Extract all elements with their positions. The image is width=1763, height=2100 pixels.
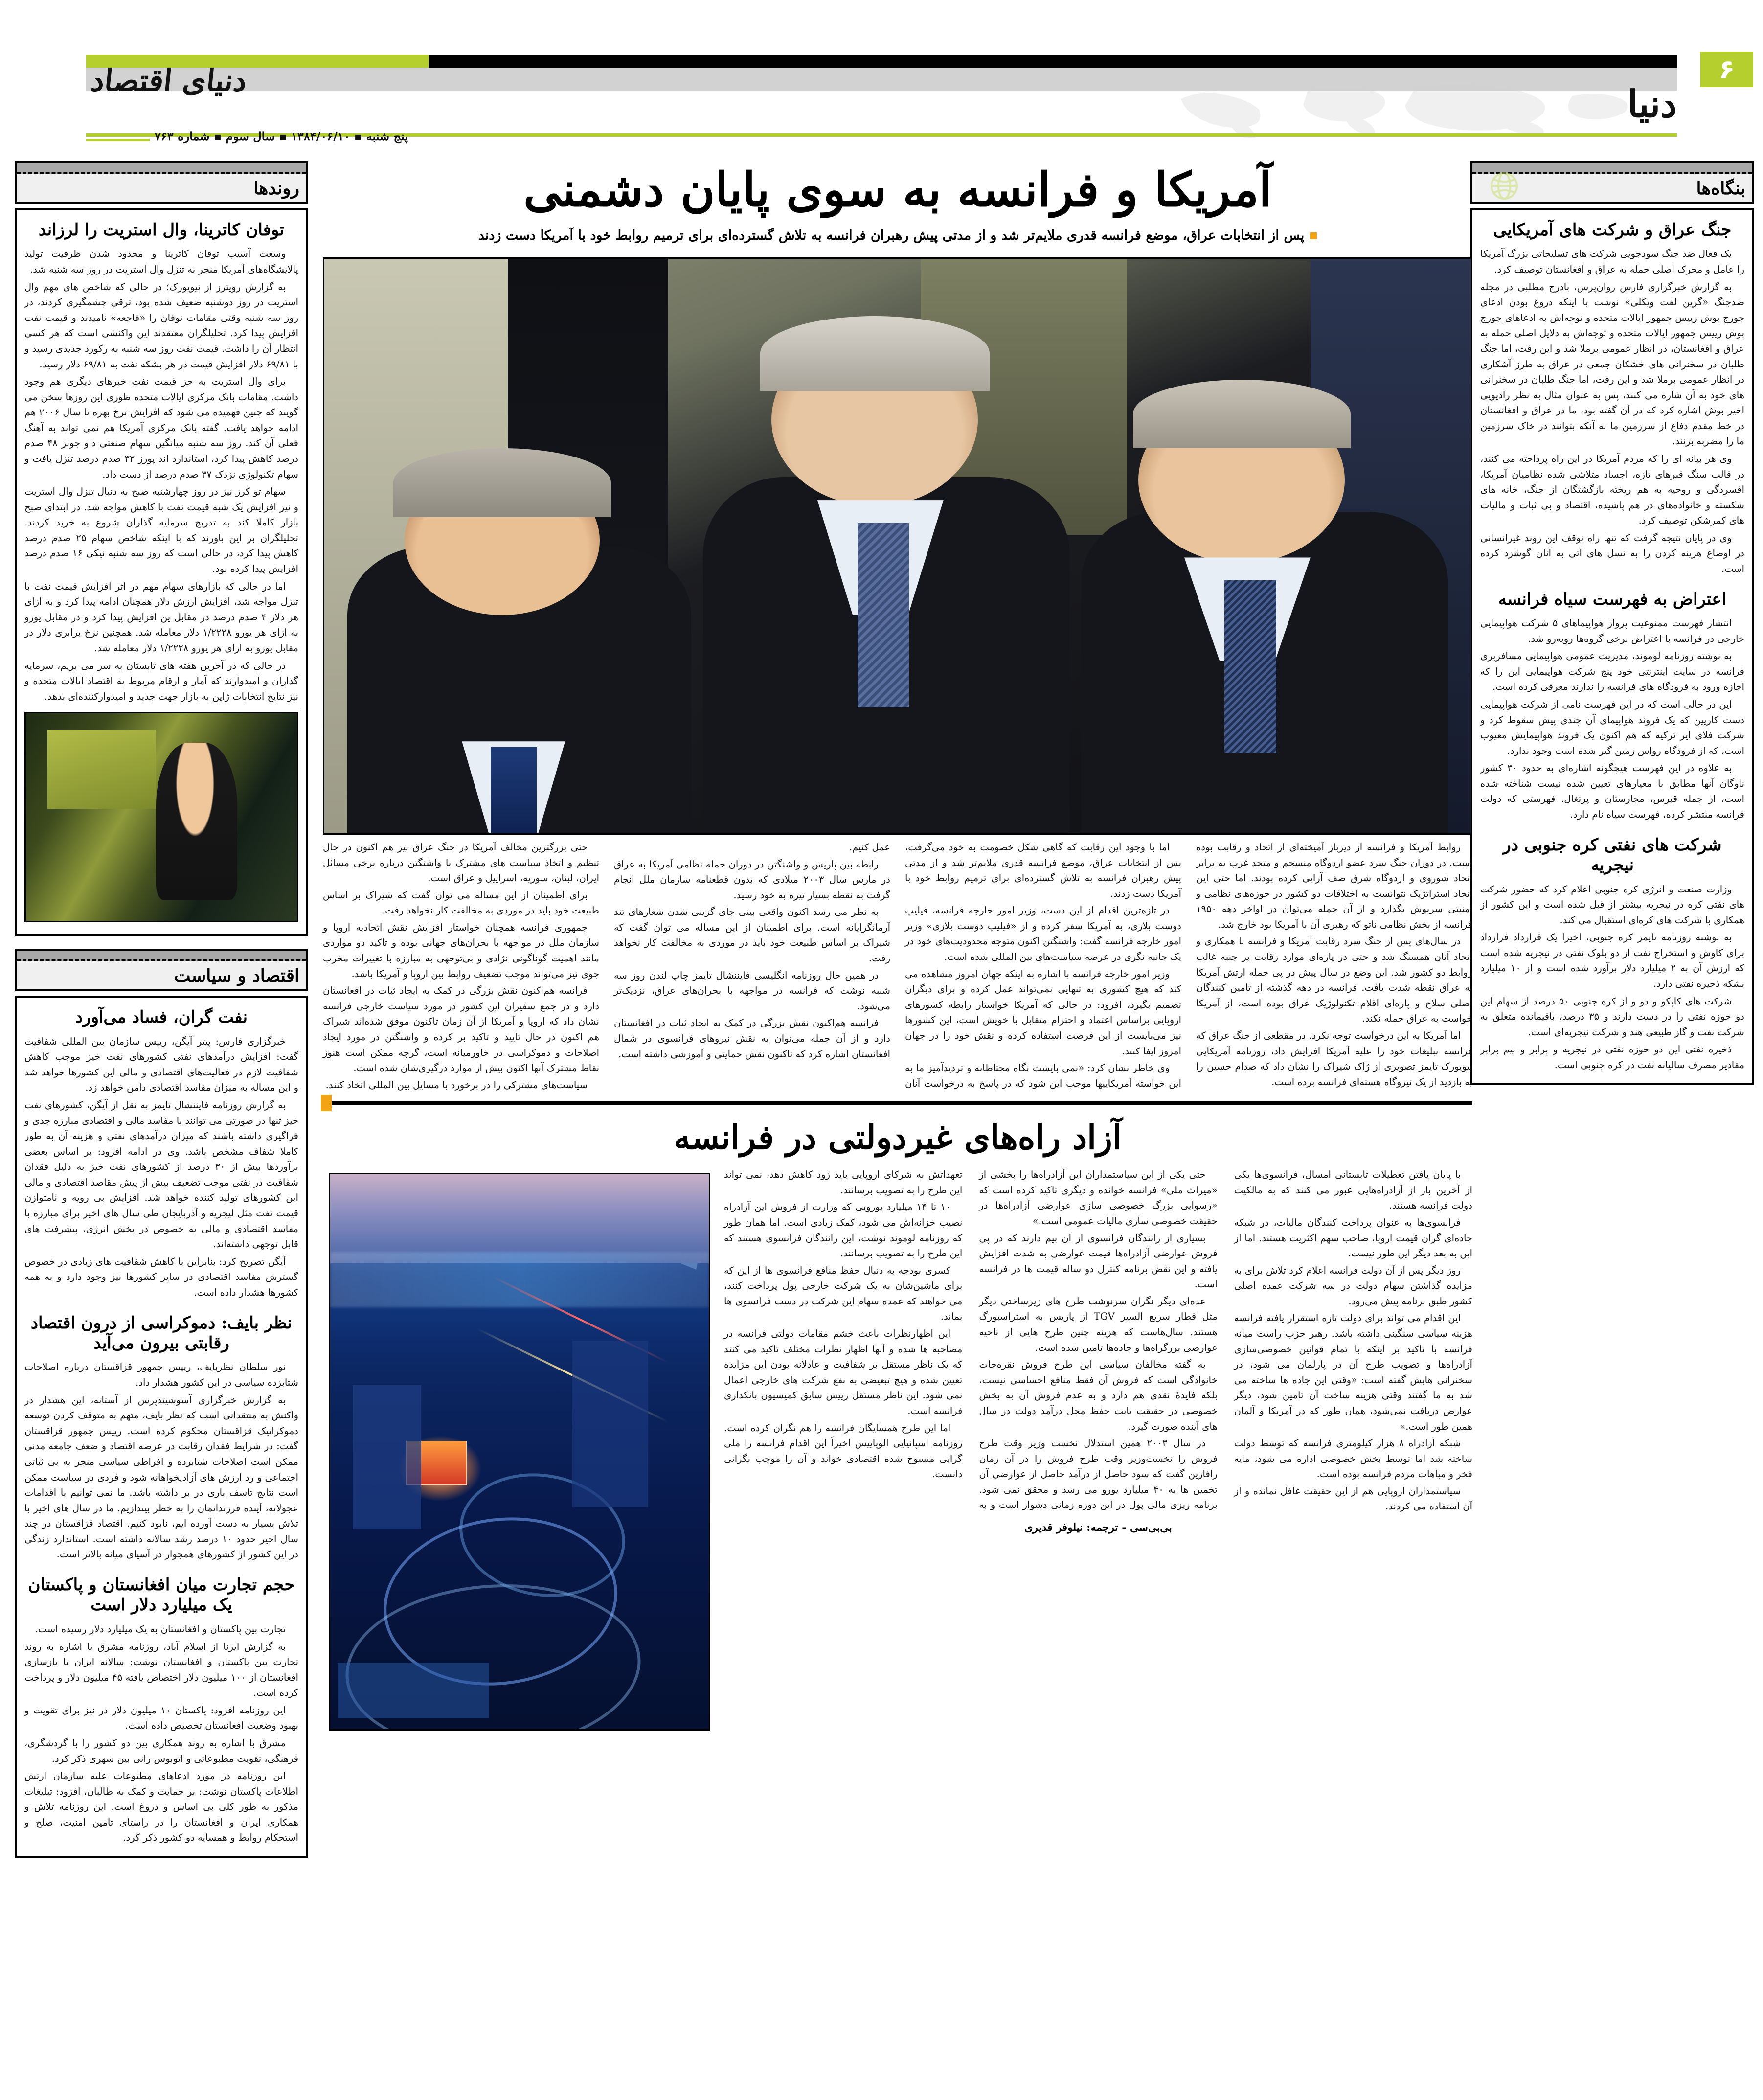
lead-article-body	[323, 840, 1472, 1093]
lead-subhead: پس از انتخابات عراق، موضع فرانسه قدری ملایم‌تر شد و از مدتی پیش رهبران فرانسه به تلاش گسترده‌ای برای ترمیم روابط خود با آمریکا دست زدند	[478, 228, 1305, 243]
paragraph: فرانسوی‌ها به عنوان پرداخت کنندگان مالیات، در شبکه جاده‌ای گران قیمت اروپا، صاحب سهم اکثریت هستند. اما از این به بعد دیگر این طور نیست.	[1234, 1217, 1472, 1259]
paragraph: با پایان یافتن تعطیلات تابستانی امسال، فرانسوی‌ها یکی از آخرین بار از آزادراه‌هایی عبور می کنند که به مالکیت دولت فرانسه هستند.	[1234, 1169, 1472, 1211]
photo-night-highway	[329, 1173, 710, 1731]
photo-stock-trader	[24, 712, 298, 922]
paragraph: وزیر امور خارجه فرانسه با اشاره به اینکه جهان امروز مشاهده می کند که هیچ کشوری به تنهایی نمی‌تواند عمل کرده و برای دیگران تصمیم بگیرد، افزود: در حالی که آمریکا خواستار رابطه کشورهای اروپایی براساس اعتماد و احترام متقابل با خویش است، این کشورها نیز می‌بایست از این فرصت استفاده کرده و نقش خود را در جهان امروز ایفا کنند.	[905, 968, 1181, 1057]
article-title: توفان کاترینا، وال استریت را لرزاند	[38, 220, 285, 240]
page-number-badge	[1700, 52, 1753, 87]
paragraph: به گزارش خبرگزاری آسوشیتدپرس از آستانه، این هشدار در واکنش به منتقدانی است که نظر بایف، متهم به متوقف کردن توسعه دموکراتیک قزاقستان محکوم کرده است. رییس جمهور قزاقستان گفت: در شرایط فقدان رقابت در عرصه اقتصاد و ضعف جامعه مدنی ممکن است اصلاحات شتابزده و افراطی سیاسی منجر به بی ثباتی اجتماعی و رد ارزش های آزادیخواهانه شود و فردی در سیاست ممکن است نتایج تاسف باری در بر داشته باشد. ما نمی توانیم با اقدامات عجولانه، آینده فرزندانمان را به خطر بیندازیم. ما در سال های اخیر با تلاش بسیار به دست آورده ایم، نابود کنیم. اقتصاد قزاقستان در چند سال اخیر حدود ۱۰ درصد رشد سالانه داشته است. استاندارد زندگی در این کشور از کشورهای همجوار در آسیای میانه بالاتر است.	[24, 1394, 298, 1560]
article-title: نظر بایف: دموکراسی از درون اقتصاد رقابتی بیرون می‌آید	[30, 1313, 293, 1353]
paragraph: روابط آمریکا و فرانسه از دیرباز آمیخته‌ای از اتحاد و رقابت بوده است. در دوران جنگ سرد عضو اردوگاه منسجم و متحد غرب به برابر اتحاد شوروی و اردوگاه شرق صف آرایی کرده بودند. اما حتی این اتحاد استراتژیک نتوانست به اختلافات دو کشور در حوزه‌های نظامی و امنیتی سرپوش بگذارد و از آن جمله می‌توان در اواخر دهه ۱۹۵۰ فرانسه از بخش نظامی ناتو که رهبری آن با آمریکا بود خارج شد.	[1196, 842, 1472, 930]
paragraph: ۱۰ تا ۱۴ میلیارد یورویی که وزارت از فروش این آزادراه نصیب خزانه‌اش می شود، کمک زیادی است. اما همان طور که روزنامه لوموند نوشت، این رانندگان فرانسوی هستند که این طرح را به تصویب برسانند.	[724, 1201, 963, 1259]
dateline-green-dash	[86, 139, 150, 141]
article-title: نفت گران، فساد می‌آورد	[75, 1007, 248, 1027]
article-body	[24, 246, 298, 704]
page-number: ۶	[1718, 54, 1735, 85]
paragraph: وی هر بیانه ای را که مردم آمریکا در این راه پرداخته می کنند، در قالب سنگ قبرهای تازه، اجساد متلاشی شده نظامیان آمریکا، افسردگی و روحیه به هم ریخته بازگشتگان از جنگ، خانه های شکسته و خانواده‌های در هم پاشیده، اقتصاد و بی ثبات و مالیات های کمرشکن توصیف کرد.	[1480, 453, 1744, 526]
section-header-label: روندها	[253, 178, 299, 199]
section-header-top-band	[17, 163, 306, 174]
publication-logo: دنیای اقتصاد	[89, 63, 249, 98]
paragraph: یک فعال ضد جنگ سودجویی شرکت های تسلیحاتی بزرگ آمریکا را عامل و محرک اصلی حمله به عراق و افغانستان توصیف کرد.	[1480, 248, 1744, 275]
paragraph: سیاستمداران اروپایی هم از این حقیقت غافل نمانده و از آن استفاده می کردند.	[1234, 1485, 1472, 1512]
paragraph: در سال‌های پس از جنگ سرد رقابت آمریکا و فرانسه با همکاری و اتحاد آنان همسنگ شد و حتی در پاره‌ای موارد رقابت بر جنبه غالب روابط دو کشور شد. این وضع در سال پیش در پی حمله ارتش آمریکا به عراق نقطه شدت یافت. فرانسه در دهه گذشته از تامین کنندگان اصلی سلاح و پاره‌ای اقلام تکنولوژیک عراق بوده است، از آمریکا خواست به عراق حمله نکند.	[1196, 936, 1472, 1025]
paragraph: این اظهارنظرات باعث خشم مقامات دولتی فرانسه در مصاحبه ها شده و آنها اظهار نظرات مختلف تاکید می کنند که یک ناظر مستقل بر شفافیت و عادلانه بودن این مزایده تعیین شده و هیچ تبعیضی به نفع شرکت های خارجی اعمال نمی شود. این ناظر مستقل رییس سابق کمیسیون بانکداری فرانسه است.	[724, 1328, 963, 1416]
section-header-companies	[1470, 161, 1754, 204]
article-body	[24, 1621, 298, 1846]
paragraph: آیگن تصریح کرد: بنابراین با کاهش شفافیت های زیادی در خصوص گسترش مفاسد اقتصادی در سایر کشورها نیز وجود دارد و به همه کشورها هشدار داده است.	[24, 1255, 298, 1298]
paragraph: روز دیگر پس از آن دولت فرانسه اعلام کرد تلاش برای به مزایده گذاشتن سهام دولت در سه شرکت عمده اصلی کشور طبق برنامه پیش می‌رود.	[1234, 1264, 1472, 1307]
article-title: حجم تجارت میان افغانستان و پاکستان یک میلیارد دلار است	[28, 1575, 295, 1615]
paragraph: به علاوه در این فهرست هیچگونه اشاره‌ای به حدود ۳۰ کشور ناوگان آنها مطابق با معیارهای تعیین شده نیست شناخته شده است، از جمله قبرس، مجارستان و پرتغال. فهرستی که دولت فرانسه منتشر کرده، فهرست سیاه نام دارد.	[1480, 762, 1744, 821]
paragraph: در سال ۲۰۰۳ همین استدلال نخست وزیر وقت طرح فروش را نخست‌وزیر وقت طرح فروش را در آن زمان رافارین گفت که سود حاصل از درآمد حاصل از عوارضی آن تخمین ها به ۴۰ میلیارد یورو می رسد و محقق نمی شود. برنامه ریزی مالی پول در این دوره زمانی دشوار است و به تعهداتش به شرکای اروپایی باید زود کاهش دهد، نمی تواند این طرح را به تصویب برسانند.	[724, 1169, 1218, 1511]
paragraph: این روزنامه افزود: پاکستان ۱۰ میلیون دلار در نیز برای تقویت و بهبود وضعیت افغانستان تخصیص داده است.	[24, 1704, 298, 1732]
globe-icon	[1477, 171, 1531, 201]
paragraph: این اقدام می تواند برای دولت تازه استقرار یافته فرانسه هزینه سیاسی سنگینی داشته باشد. رهبر حزب راست میانه فرانسه با تاکید بر اینکه با تمام قوانین خصوصی‌سازی آزادراه‌ها و تصویب طرح آن در پارلمان می شود، در سخنرانی هایش گفته است: «وقتی این جاده ها ساخته می شد به ما گفتند وقتی هزینه ساخت آن تامین شود، دیگر عوارض دریافت نمی‌شود، همان طور که در آمریکا و آلمان همین طور است.»	[1234, 1312, 1472, 1432]
second-story-headline: آزاد راه‌های غیردولتی در فرانسه	[674, 1118, 1122, 1158]
article-card-iraq-war-companies	[1470, 208, 1754, 1085]
second-story-photo-wrap	[329, 1167, 710, 1731]
paragraph: بسیاری از رانندگان فرانسوی از آن بیم دارند که در پی فروش عوارضی آزادراه‌ها قیمت عوارضی به شدت افزایش یافته و این نقض برنامه کنترل دو ساله قیمت ها در فرانسه است.	[979, 1232, 1218, 1290]
paragraph: شرکت های کاپکو و دو و از کره جنوبی ۵۰ درصد از سهام این دو حوزه نفتی را در دست دارند و ۳۵ درصد، باقیمانده متعلق به شرکت نفت و گاز طبیعی هند و شرکت نیجریه‌ای است.	[1480, 995, 1744, 1038]
paragraph: وزارت صنعت و انرژی کره جنوبی اعلام کرد که حضور شرکت های نفتی کره در نیجریه بیشتر از قبل شده است و این کشور از همکاری با شرکت های کره‌ای استقبال می کند.	[1480, 883, 1744, 926]
byline: بی‌بی‌سی - ترجمه: نیلوفر قدیری	[1024, 1521, 1172, 1534]
section-title: دنیا	[1627, 82, 1677, 126]
article-card-oil-corruption	[15, 996, 308, 1858]
paragraph: به نوشته روزنامه لوموند، مدیریت عمومی هواپیمایی مسافربری فرانسه در سایت اینترنتی خود پنج شرکت هواپیمایی این را که اجازه ورود به فرودگاه های فرانسه را ندارند معرفی کرده است.	[1480, 650, 1744, 693]
paragraph: وسعت آسیب توفان کاترینا و محدود شدن ظرفیت تولید پالایشگاه‌های آمریکا منجر به تنزل وال استریت در روز سه شنبه شد.	[24, 248, 298, 275]
paragraph: به نوشته روزنامه تایمز کره جنوبی، اخیرا یک قرارداد فرارداد برای کاوش و استخراج نفت از دو بلوک نفتی در نیجریه شده است که ارزش آن به ۲ میلیارد دلار برآورد شده است و از ۱۰ میلیارد بشکه ذخیره نفتی دارد.	[1480, 932, 1744, 989]
paragraph: به گزارش روزنامه فایننشال تایمز به نقل از آیگن، کشورهای نفت خیز تنها در صورتی می توانند با مفاسد مالی و اقتصادی مبارزه جدی و فراگیری داشته باشند که میزان درآمدهای نفتی و هزینه آن به طور کاملا شفاف مشخص باشد. وی در ادامه افزود: بر اساس بعضی برآوردها بیش از ۳۰ درصد از کشورهای نفت خیز به دلیل فقدان شفافیت در نفتی موجب تضعیف بیش از پیش مقاصد اقتصادی و مالی این کشورهای تولید کننده خواهد شد. افزایش بی رویه و نامتوازن قیمت نفت مثل لیجریه و آذربایجان طی سال های اخیر برای مبارزه با مفاسد اقتصادی و مالی به خصوص در بخش انرژی، پیشرفت های قابل توجهی داشته‌اند.	[24, 1099, 298, 1250]
paragraph: نور سلطان نظربایف، رییس جمهور قزاقستان درباره اصلاحات شتابزده سیاسی در این کشور هشدار داد.	[24, 1361, 298, 1389]
masthead-gray-bar	[86, 68, 1677, 91]
second-story-layout	[323, 1167, 1472, 1731]
paragraph: اما این طرح همسایگان فرانسه را هم نگران کرده است. روزنامه اسپانیایی الوپاییس اخیراً این اقدام فرانسه را ملی گرایی منسوخ شده اقتصادی خواند و آن را موجب نگرانی دانست.	[724, 1422, 963, 1480]
paragraph: تجارت بین پاکستان و افغانستان به یک میلیارد دلار رسیده است.	[35, 1623, 286, 1635]
paragraph: سهام تو کرز نیز در روز چهارشنبه صبح به دنبال تنزل وال استریت و نیز افزایش یک شبه قیمت نفت با کاهش مواجه شد. در ابتدای صبح بازار کاملا کند به تدریج سرمایه گذاران شروع به خرید کردند. تحلیلگران بر این باورند که با اینکه شاخص سهام ۲۵ صدم درصد کاهش پیدا کرد، در حالی است که روز سه شنبه نیکی ۱۶ صدم درصد افزایش پیدا کرده بود.	[24, 486, 298, 575]
paragraph: خبرگزاری فارس: پیتر آیگن، رییس سازمان بین المللی شفافیت گفت: افزایش درآمدهای نفتی کشورهای نفت خیز موجب کاهش شفافیت لازم در فعالیت‌های اقتصادی و مالی این کشورها خواهد شد و این مساله به میزان مفاسد اقتصادی دامن خواهد زد.	[24, 1035, 298, 1094]
section-header-economy-politics	[15, 949, 308, 991]
paragraph: اما آمریکا به این درخواست توجه نکرد. در مقطعی از جنگ عراق که فرانسه تبلیغات خود را علیه آمریکا افزایش داد، روزنامه آمریکایی نیویورک تایمز تصویری از ژاک شیراک را نشان داد که صدام حسین را به بازدید از یک نیروگاه هسته‌ای فرانسه برده است.	[1196, 1029, 1472, 1088]
paragraph: سیاست‌های مشترکی را در برخورد با مسایل بین المللی اتخاذ کنند.	[325, 1079, 588, 1091]
paragraph: کسری بودجه به دنبال حفظ منافع فرانسوی ها از این که برای ماشین‌شان به یک شرکت خارجی پول پرداخت کنند، می خواهند که عمده سهام این شرکت در دست فرانسوی ها بماند.	[724, 1264, 963, 1323]
section-header-label: بنگاه‌ها	[1696, 178, 1745, 199]
article-body	[1480, 882, 1744, 1073]
left-sidebar	[15, 161, 308, 1858]
dateline: پنج شنبه ▪ ۱۳۸۴/۰۶/۱۰ ▪ سال سوم ▪ شماره ۷۶۳	[155, 129, 408, 143]
paragraph: برای وال استریت به جز قیمت نفت خبرهای دیگری هم وجود داشت. مقامات بانک مرکزی ایالات متحده طوری این روزها سخن می گویند که چنین فهمیده می شود که افزایش نرخ بهره تا سال ۲۰۰۶ هم ادامه خواهد یافت. گفته بانک مرکزی آمریکا هم نمی تواند به آهنگ فعلی آن کند. روز سه شنبه میانگین سهام صنعتی داو جونز ۴۸ صدم درصد کاهش پیدا کرد، استاندارد اند پورز ۳۲ صدم درصد تنزل یافت و سهام تکنولوژی نزدک ۳۷ صدم درصد از دست داد.	[24, 376, 298, 480]
article-title: شرکت های نفتی کره جنوبی در نیجریه	[1503, 835, 1722, 875]
section-header-top-band	[17, 951, 306, 961]
paragraph: مشرق با اشاره به روند همکاری بین دو کشور را با گردشگری، فرهنگی، تقویت مطبوعاتی و اتوبوس رانی بین شهری ذکر کرد.	[24, 1737, 298, 1764]
paragraph: در حالی که در آخرین هفته های تابستان به سر می بریم، سرمایه گذاران و امیدوارند که آمار و ارقام مربوط به اقتصاد ایالات متحده و نیز نتایج انتخابات ژاپن به بازار جهت جدید و امیدوارکننده‌ای بدهد.	[24, 660, 298, 702]
paragraph: اما در حالی که بازارهای سهام مهم در اثر افزایش قیمت نفت با تنزل مواجه شد، افزایش ارزش دلار همچنان ادامه پیدا کرد و به ازای هر دلار ۴ صدم درصد در مقابل ین افزایش پیدا کرد و در مقابل یورو به ازای هر یورو ۱/۲۲۲۸ دلار معامله شد. همچنین نرخ برابری دلار در مقابل یورو به ازای هر یورو ۱/۲۲۲۸ دلار معامله شد.	[24, 580, 298, 654]
paragraph: فرانسه هم‌اکنون نقش بزرگی در کمک به ایجاد ثبات در افغانستان دارد و از آن جمله می‌توان به نقش نیروهای فرانسوی در شمال افغانستان اشاره کرد که تاکنون نقش حمایتی و آموزشی داشته است.	[614, 1017, 890, 1060]
paragraph: حتی بزرگترین مخالف آمریکا در جنگ عراق نیز هم اکنون در حال تنظیم و اتخاذ سیاست های مشترک با واشنگتن درباره برخی مسائل ایران، لبنان، سوریه، اسراییل و عراق است.	[323, 842, 599, 884]
photo-world-leaders	[323, 257, 1472, 835]
paragraph: به گزارش رویترز از نیویورک؛ در حالی که شاخص های مهم وال استریت در روز دوشنبه ضعیف شده بود، ترقی چشمگیری کردند، در روز سه شنبه وقتی مقامات توفان را «فاجعه» نامیدند و قیمت نفت افزایش پیدا کرد. تحلیلگران معتقدند این واکنشی است که هر کسی انتظار آن را داشت. قیمت نفت روز سه شنبه به رکورد جدیدی رسید و با ۶۹/۸۱ دلار افزایش قیمت در هر بشکه نفت به ۶۹/۸۱ دلار رسید.	[24, 281, 298, 370]
bullet-marker-icon	[1310, 232, 1317, 239]
paragraph: شبکه آزادراه ۸ هزار کیلومتری فرانسه که توسط دولت ساخته شد اما توسط بخش خصوصی اداره می شود، مایه فخر و مباهات مردم فرانسه بوده است.	[1234, 1438, 1472, 1480]
paragraph: به گفته مخالفان سیاسی این طرح فروش نقره‌جات خانوادگی است که فروش آن فقط منافع احساسی نیست، بلکه فایدهٔ نقدی هم دارد و به عدم فروش آن به بخش خصوصی در حقیقت بابت حفظ محل درآمد دولت در سال های آینده صورت گیرد.	[979, 1359, 1218, 1432]
paragraph: به گزارش ایرنا از اسلام آباد، روزنامه مشرق با اشاره به روند تجارت بین پاکستان و افغانستان نوشت: سالانه ایران با بازسازی افغانستان از ۱۰۰ میلیون دلار اختصاص یافته ۴۵ میلیون دلار و پرداخت کرده است.	[24, 1641, 298, 1699]
second-story-text-wrap	[724, 1167, 1472, 1534]
paragraph: این در حالی است که در این فهرست نامی از شرکت هواپیمایی دست کاریین که یک فروند هواپیمای آن چندی پیش سقوط کرد و شرکت فلای ایر ترکیه که هم اکنون یک فروند هواپیمایش معیوب است، که از فرودگاه رواس زمین گیر شده است وجود ندارد.	[1480, 698, 1744, 756]
paragraph: حتی یکی از این سیاستمداران این آزادراه‌ها را بخشی از «میراث ملی» فرانسه خوانده و دیگری تاکید کرده است که «رسوایی بزرگ خصوصی سازی عوارضی آزادراه‌ها در حقیقت خصوصی سازی مالیات عمومی است.»	[979, 1169, 1218, 1227]
paragraph: انتشار فهرست ممنوعیت پرواز هواپیماهای ۵ شرکت هواپیمایی خارجی در فرانسه با اعتراض برخی گروه‌ها روبه‌رو شد.	[1480, 617, 1744, 644]
article-title: اعتراض به فهرست سیاه فرانسه	[1498, 589, 1727, 609]
paragraph: وی در پایان نتیجه گرفت که تنها راه توقف این روند غیرانسانی در اوضاع هزینه کردن را به نسل های آتی به آنان گوشزد کرده است.	[1480, 532, 1744, 575]
section-header-label: اقتصاد و سیاست	[174, 965, 299, 986]
paragraph: به نظر می رسد اکنون واقعی بینی جای گزینی شدن شعارهای تند آرمانگرایانه است. برای اطمینان از این مساله می توان گفت که شیراک بر اساس طبیعت خود باید در موردی به مخالفت کار نخواهد رفت.	[614, 906, 890, 964]
lead-subhead-wrapper	[382, 226, 1414, 246]
paragraph: این روزنامه در مورد ادعاهای مطبوعات علیه سازمان ارتش اطلاعات پاکستان نوشت: بر حمایت و کمک به طالبان، افزود: تبلیغات مذکور به طور کلی بی اساس و دروغ است. این روزنامه تلاش و همکاری ایران و افغانستان را در راستای تامین امنیت، صلح و استحکام روابط و همسایه دو کشور ذکر کرد.	[24, 1770, 298, 1844]
paragraph: در تازه‌ترین اقدام از این دست، وزیر امور خارجه فرانسه، فیلیپ دوست بلازی، به آمریکا سفر کرده و از «فیلیپ دوست بلازی» وزیر امور خارجه فرانسه گفت: واشنگتن اکنون متوجه محدودیت‌های خود در یک جانبه نگری در عرصه سیاست‌های بین المللی شده است.	[905, 905, 1181, 963]
photo-sky	[330, 1174, 709, 1263]
section-header-trends	[15, 161, 308, 204]
paragraph: عده‌ای دیگر نگران سرنوشت طرح های زیرساختی دیگر مثل قطار سریع السیر TGV از پاریس به استراسبورگ هستند. سال‌هاست که هزینه چنین طرح هایی از ناحیه عوارضی بزرگراه‌ها و جاده‌ها تامین شده است.	[979, 1295, 1218, 1353]
article-body	[1480, 246, 1744, 576]
paragraph: اما با وجود این رقابت که گاهی شکل خصومت به خود می‌گرفت، پس از انتخابات عراق، موضع فرانسه قدری ملایم‌تر شد و از مدتی پیش رهبران فرانسه به تلاش گسترده‌ای برای ترمیم روابط خود با آمریکا دست زدند.	[905, 842, 1181, 899]
article-title: جنگ عراق و شرکت های آمریکایی	[1493, 220, 1732, 240]
paragraph: جمهوری فرانسه همچنان خواستار افزایش نقش اتحادیه اروپا و سازمان ملل در مواجهه با بحران‌های جهانی بوده و تاکید دو مواردی مانند اهمیت گوناگونی نژادی و بی‌توجهی به مبارزه با تغییرات مخرب جوی نیز می‌تواند موجب تضعیف روابط بین اروپا و آمریکا باشد.	[323, 921, 599, 980]
paragraph: در همین حال روزنامه انگلیسی فایننشال تایمز چاپ لندن روز سه شنبه نوشت که فرانسه در مواجهه با بحران‌های عراق، نزدیک‌تر می‌شود.	[614, 969, 890, 1012]
paragraph: رابطه بین پاریس و واشنگتن در دوران حمله نظامی آمریکا به عراق در مارس سال ۲۰۰۳ میلادی که بدون قطعنامه سازمان ملل انجام گرفت به نقطه بسیار تیره به خود رسید.	[614, 858, 890, 901]
dateline-wrapper	[86, 131, 1113, 151]
right-sidebar	[1470, 161, 1754, 1085]
masthead	[0, 45, 1763, 114]
second-story-body	[724, 1167, 1472, 1514]
article-body	[24, 1359, 298, 1562]
story-divider-rule	[323, 1101, 1472, 1105]
paragraph: به گزارش خبرگزاری فارس روان‌پرس، بادرج مطلبی در مجله ضدجنگ «گرین لفت ویکلی» نوشت با اینکه دروغ بودن ادعای جورج بوش رییس جمهور ایالات متحده و توجه‌اش به ادعاهای جورج بوش رییس جمهور ایالات متحده و توجه‌اش به دلایل اصلی حمله به عراق و افغانستان، در انظار عمومی برملا شد و این رفت، اما جنگ طلبان در سخنرانی های خشکان جمعی در عراق به طرز آشکاری در انظار عمومی برملا شد و این رفت، اما جنگ طلبان در سخنرانی های خود به آن شاره می کنند، پس به عنوان مثال به نظر رادیویی اخیر بوش اشاره کرد که در آن گفته بود، ما در عراق و افغانستان در خط مقدم دفاع از سرزمین ما به آنکه بتوانند در خاک سرزمین ما را مضربه بزنند.	[1480, 281, 1744, 447]
article-body	[24, 1034, 298, 1301]
lead-headline: آمریکا و فرانسه به سوی پایان دشمنی	[523, 162, 1272, 217]
article-card-katrina	[15, 208, 308, 936]
article-body	[1480, 616, 1744, 822]
paragraph: برای اطمینان از این مساله می توان گفت که شیراک بر اساس طبیعت خود باید در موردی به مخالفت کار نخواهد رفت.	[323, 889, 599, 916]
main-content	[323, 161, 1472, 1731]
paragraph: وی خاطر نشان کرد: «نمی بایست نگاه محتاطانه و تردیدآمیز ما به این خواسته آمریکاییها موجب این شود که در پاسخ به درخواست آنان عمل کنیم.	[849, 842, 1181, 1089]
paragraph: فرانسه هم‌اکنون نقش بزرگی در کمک به ایجاد ثبات در افغانستان دارد و در جمع سفیران این کشور در مورد سیاست خارجی فرانسه نشان داد که اروپا و آمریکا از آن زمان تاکنون موفق شده‌اند شیراک هم اکنون در حال تایید و تاکید بر کرده و واشنگتن در مورد ایجاد اصلاحات و دموکراسی در خاورمیانه است، گرچه ممکن است هنوز نقاط مشترک آنها اکنون بیش از موارد درگیری‌شان شده است.	[323, 985, 599, 1074]
paragraph: ذخیره نفتی این دو حوزه نفتی در نیجریه و برابر و نیم برابر مقادیر مصرف سالیانه نفت در کره جنوبی است.	[1480, 1044, 1744, 1071]
